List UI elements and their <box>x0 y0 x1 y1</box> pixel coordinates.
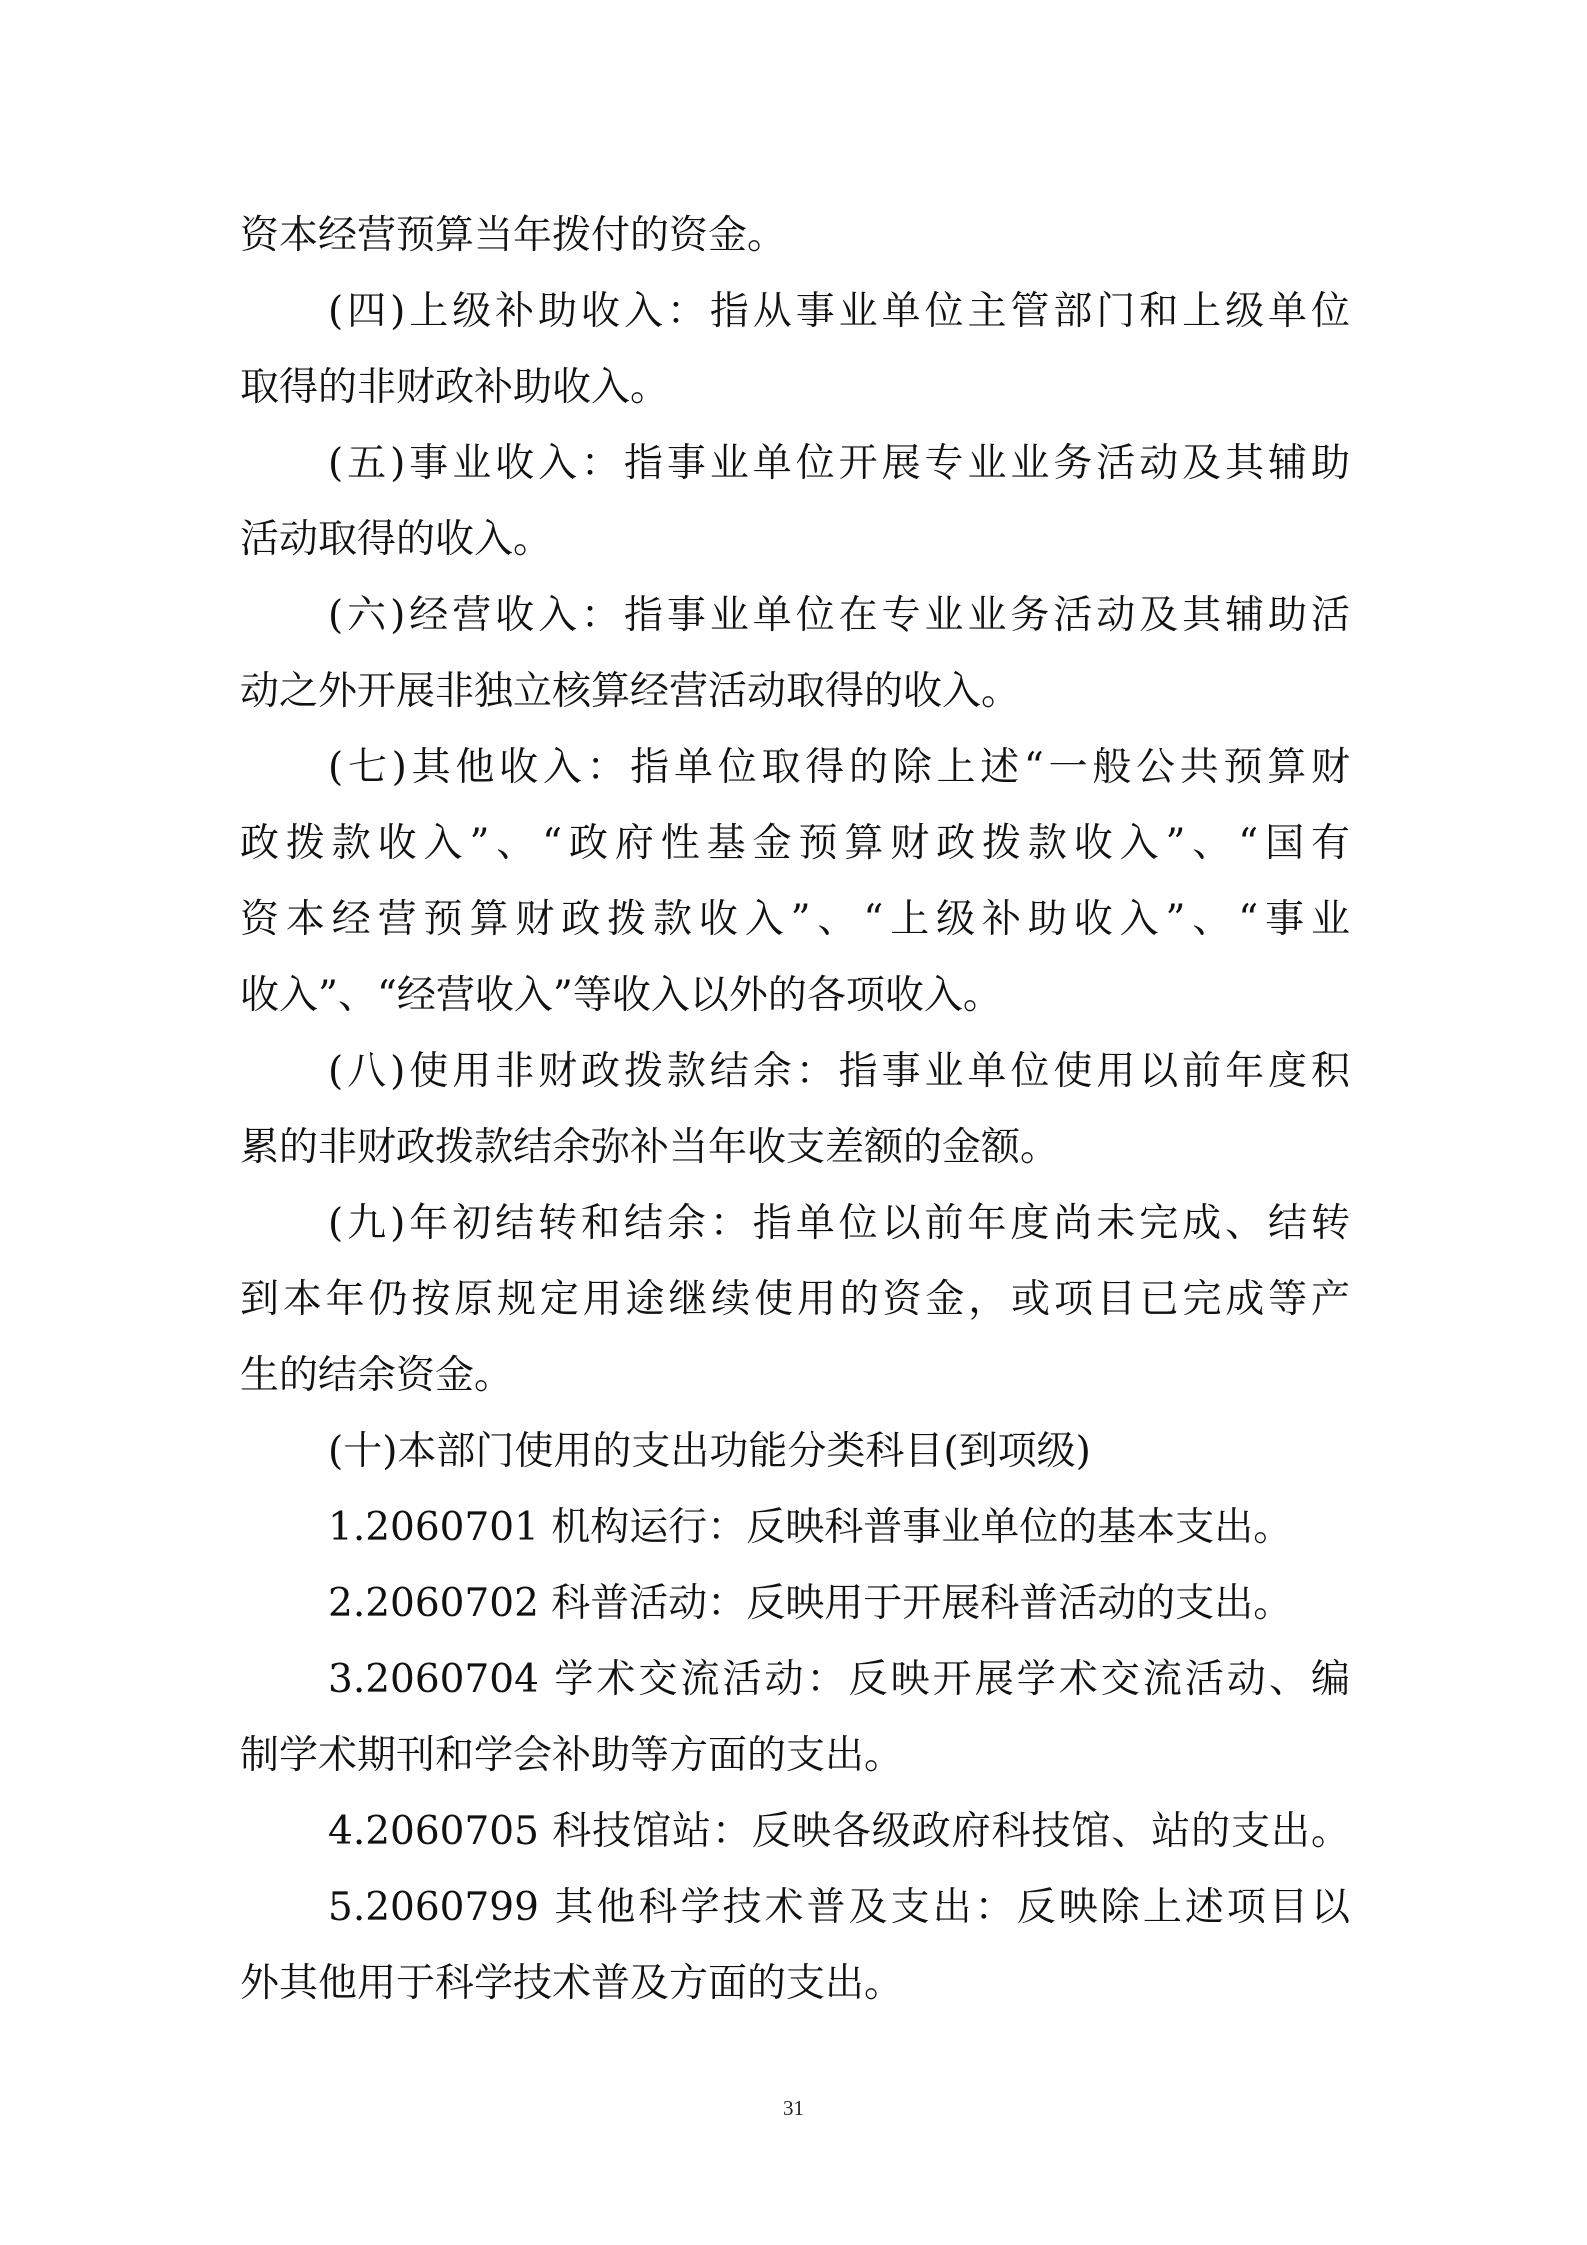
text-line: 2.2060702 科普活动：反映用于开展科普活动的支出。 <box>328 1581 1293 1626</box>
text-line: 累的非财政拨款结余弥补当年收支差额的金额。 <box>240 1125 1060 1170</box>
text-line: 到本年仍按原规定用途继续使用的资金，或项目已完成等产 <box>240 1277 1350 1322</box>
text-line: 资本经营预算当年拨付的资金。 <box>240 213 787 258</box>
text-line: (十)本部门使用的支出功能分类科目(到项级) <box>328 1429 1091 1474</box>
text-line: 收入”、“经营收入”等收入以外的各项收入。 <box>240 973 1002 1018</box>
text-line: 政拨款收入”、“政府性基金预算财政拨款收入”、“国有 <box>240 821 1350 866</box>
text-line: 动之外开展非独立核算经营活动取得的收入。 <box>240 669 1021 714</box>
text-line: 资本经营预算财政拨款收入”、“上级补助收入”、“事业 <box>240 897 1350 942</box>
text-line: 外其他用于科学技术普及方面的支出。 <box>240 1961 904 2006</box>
text-line: 1.2060701 机构运行：反映科普事业单位的基本支出。 <box>328 1505 1293 1550</box>
text-line: 5.2060799 其他科学技术普及支出：反映除上述项目以 <box>328 1885 1350 1930</box>
text-line: 活动取得的收入。 <box>240 517 553 562</box>
text-line: (六)经营收入：指事业单位在专业业务活动及其辅助活 <box>328 593 1350 638</box>
text-line: 取得的非财政补助收入。 <box>240 365 670 410</box>
page-number: 31 <box>783 2096 804 2120</box>
text-line: (四)上级补助收入：指从事业单位主管部门和上级单位 <box>328 289 1350 334</box>
text-line: 制学术期刊和学会补助等方面的支出。 <box>240 1733 904 1778</box>
text-line: (七)其他收入：指单位取得的除上述“一般公共预算财 <box>328 745 1350 790</box>
text-line: (九)年初结转和结余：指单位以前年度尚未完成、结转 <box>328 1201 1350 1246</box>
text-line: 生的结余资金。 <box>240 1353 514 1398</box>
text-line: (八)使用非财政拨款结余：指事业单位使用以前年度积 <box>328 1049 1350 1094</box>
text-line: 4.2060705 科技馆站：反映各级政府科技馆、站的支出。 <box>328 1809 1350 1854</box>
text-line: (五)事业收入：指事业单位开展专业业务活动及其辅助 <box>328 441 1350 486</box>
text-line: 3.2060704 学术交流活动：反映开展学术交流活动、编 <box>328 1657 1350 1702</box>
